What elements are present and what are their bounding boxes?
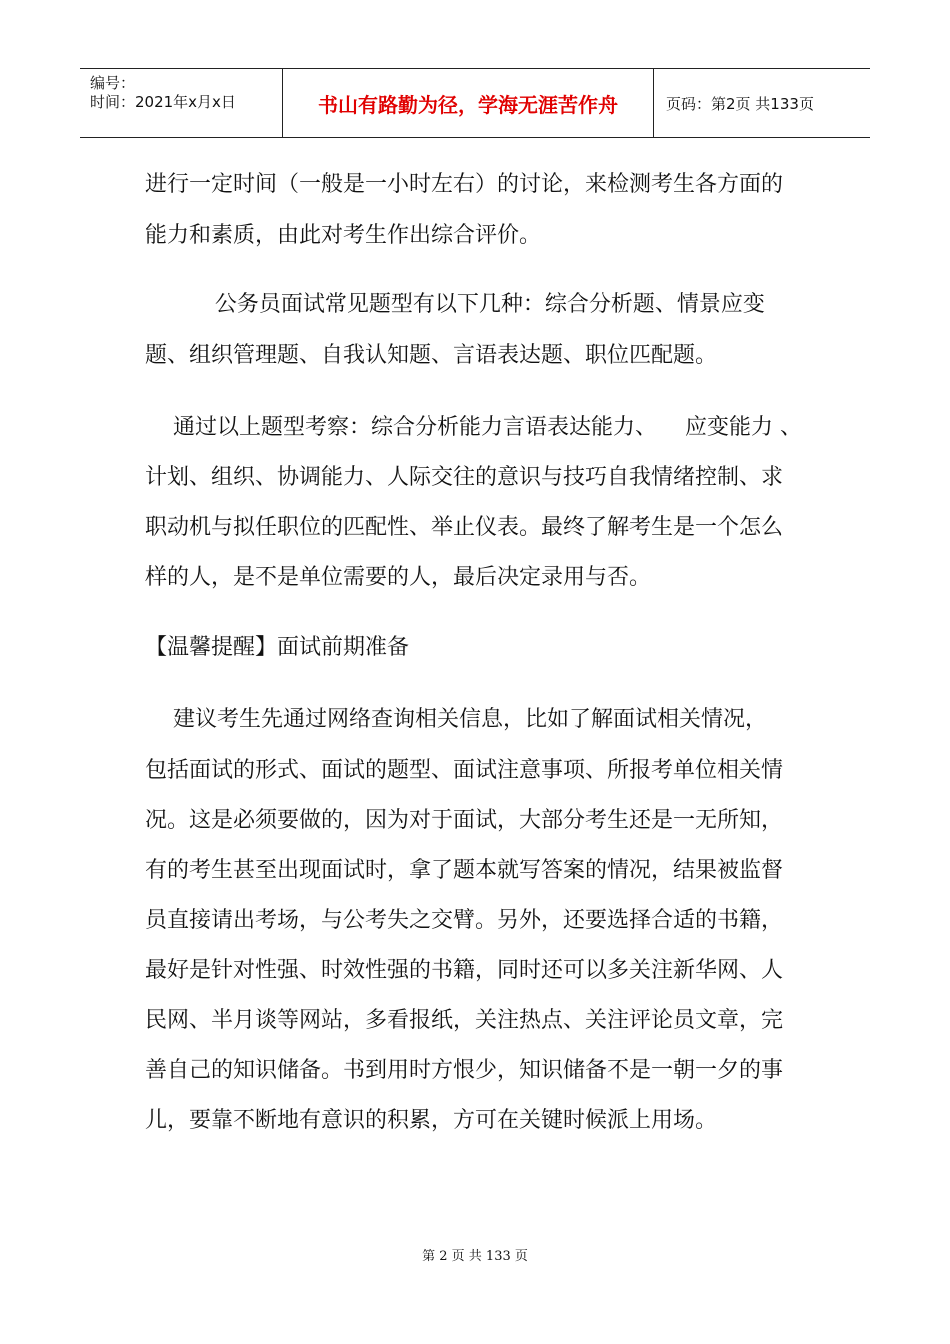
body-line: 包括面试的形式、面试的题型、面试注意事项、所报考单位相关情 — [145, 758, 784, 783]
body-line: 进行一定时间（一般是一小时左右）的讨论，来检测考生各方面的 — [145, 172, 784, 197]
time-label: 时间：2021年x月x日 — [90, 93, 236, 111]
number-label: 编号： — [90, 74, 136, 92]
body-line: 建议考生先通过网络查询相关信息，比如了解面试相关情况， — [145, 707, 767, 732]
header-meta-cell — [80, 69, 283, 137]
body-line: 员直接请出考场，与公考失之交臂。另外，还要选择合适的书籍， — [145, 908, 784, 933]
body-line: 通过以上题型考察：综合分析能力言语表达能力、 应变能力 、 — [145, 415, 802, 440]
motto-text: 书山有路勤为径，学海无涯苦作舟 — [318, 92, 618, 117]
body-line: 儿，要靠不断地有意识的积累，方可在关键时候派上用场。 — [145, 1108, 718, 1133]
body-line: 有的考生甚至出现面试时，拿了题本就写答案的情况，结果被监督 — [145, 858, 784, 883]
body-line: 能力和素质，由此对考生作出综合评价。 — [145, 223, 542, 248]
header-page-cell — [654, 69, 870, 137]
header-table — [80, 68, 870, 138]
body-line: 计划、组织、协调能力、人际交往的意识与技巧自我情绪控制、求 — [145, 465, 784, 490]
body-line: 样的人，是不是单位需要的人，最后决定录用与否。 — [145, 565, 652, 590]
body-line: 民网、半月谈等网站，多看报纸，关注热点、关注评论员文章，完 — [145, 1008, 784, 1033]
header-motto-cell — [283, 69, 654, 137]
body-line: 职动机与拟任职位的匹配性、举止仪表。最终了解考生是一个怎么 — [145, 515, 784, 540]
page-footer: 第 2 页 共 133 页 — [422, 1249, 528, 1264]
body-line: 况。这是必须要做的，因为对于面试，大部分考生还是一无所知， — [145, 808, 784, 833]
body-line: 最好是针对性强、时效性强的书籍，同时还可以多关注新华网、人 — [145, 958, 784, 983]
page-info: 页码：第2页 共133页 — [666, 94, 814, 113]
body-line: 公务员面试常见题型有以下几种：综合分析题、情景应变 — [145, 292, 765, 317]
section-heading: 【温馨提醒】面试前期准备 — [145, 635, 410, 660]
body-line: 善自己的知识储备。书到用时方恨少，知识储备不是一朝一夕的事 — [145, 1058, 784, 1083]
body-line: 题、组织管理题、自我认知题、言语表达题、职位匹配题。 — [145, 343, 718, 368]
